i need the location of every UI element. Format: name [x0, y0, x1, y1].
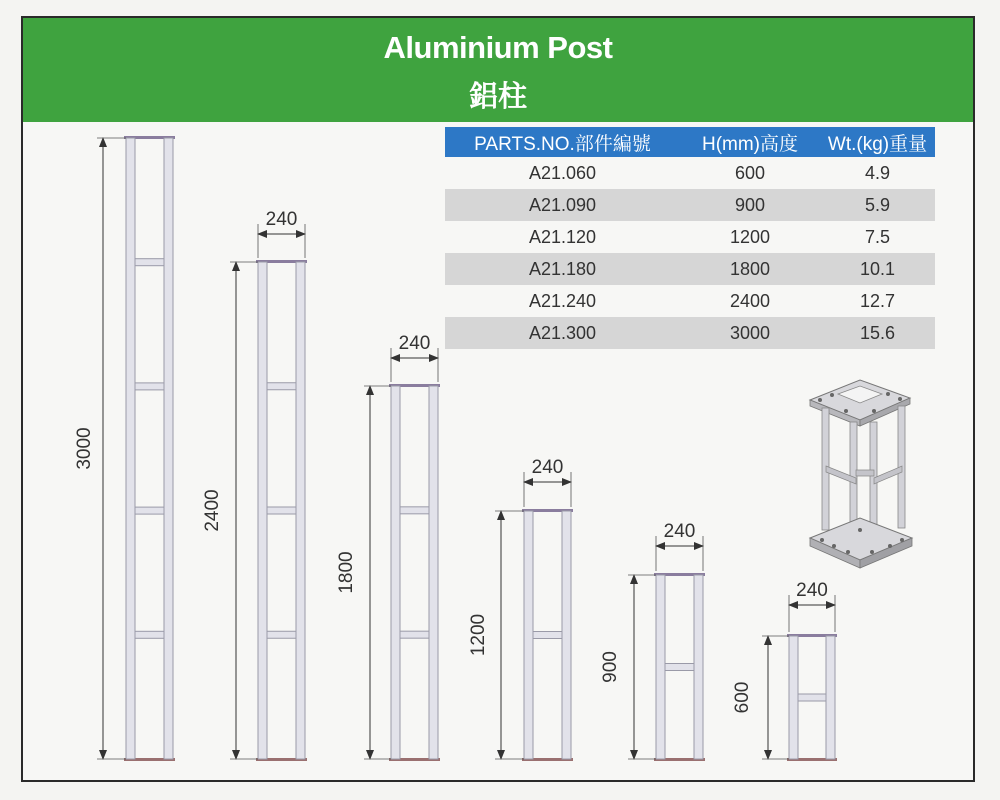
iso-cross-bar [856, 470, 874, 476]
post-upright [258, 262, 267, 759]
post-cross-bar [267, 507, 296, 514]
iso-bolt-hole [886, 392, 890, 396]
iso-bolt-hole [888, 544, 892, 548]
height-label: 1800 [336, 551, 357, 594]
post-cross-bar [533, 632, 562, 639]
iso-bolt-hole [858, 528, 862, 532]
post-cross-bar [665, 664, 694, 671]
iso-bolt-hole [872, 409, 876, 413]
iso-bolt-hole [846, 550, 850, 554]
post-upright [694, 575, 703, 759]
height-cell: 900 [680, 189, 820, 221]
iso-bolt-hole [830, 393, 834, 397]
post-cross-bar [135, 507, 164, 514]
iso-bolt-hole [898, 397, 902, 401]
post-cross-bar [400, 631, 429, 638]
post-upright [562, 511, 571, 759]
weight-cell: 12.7 [859, 290, 896, 311]
part-number-cell: A21.090 [445, 189, 680, 221]
post-cross-bar [267, 631, 296, 638]
height-label: 900 [600, 651, 621, 683]
weight-cell: 15.6 [820, 317, 935, 349]
post-upright [296, 262, 305, 759]
iso-bolt-hole [820, 538, 824, 542]
post-1 [74, 136, 175, 761]
part-number-cell: A21.300 [445, 317, 680, 349]
post-upright [126, 138, 135, 759]
iso-bolt-hole [832, 544, 836, 548]
height-cell: 3000 [680, 317, 820, 349]
iso-bolt-hole [900, 538, 904, 542]
post-upright [429, 386, 438, 759]
post-4 [468, 457, 573, 761]
post-6 [732, 580, 837, 761]
weight-cell: 7.5 [864, 226, 891, 247]
post-upright [391, 386, 400, 759]
height-cell: 1800 [680, 253, 820, 285]
post-cross-bar [135, 259, 164, 266]
iso-bolt-hole [818, 398, 822, 402]
width-label: 240 [398, 333, 431, 354]
post-upright [789, 636, 798, 759]
post-cross-bar [400, 507, 429, 514]
width-label: 240 [796, 580, 828, 601]
iso-bolt-hole [870, 550, 874, 554]
weight-cell: 5.9 [820, 189, 935, 221]
height-cell: 1200 [729, 226, 771, 247]
header-height: H(mm)高度 [680, 127, 820, 157]
header-weight: Wt.(kg)重量 [820, 127, 935, 157]
width-label: 240 [531, 457, 564, 478]
part-number-cell: A21.060 [528, 162, 597, 183]
post-cross-bar [135, 631, 164, 638]
post-upright [164, 138, 173, 759]
post-cross-bar [798, 694, 826, 701]
post-isometric-illustration [810, 380, 912, 568]
post-cross-bar [267, 383, 296, 390]
post-5 [600, 521, 705, 761]
width-label: 240 [663, 521, 696, 542]
post-2 [202, 209, 307, 761]
part-number-cell: A21.240 [528, 290, 597, 311]
iso-bolt-hole [844, 409, 848, 413]
post-upright [656, 575, 665, 759]
post-upright [826, 636, 835, 759]
height-label: 1200 [468, 613, 489, 657]
weight-cell: 10.1 [820, 253, 935, 285]
post-cross-bar [135, 383, 164, 390]
height-label: 600 [732, 681, 753, 714]
height-label: 3000 [74, 427, 95, 470]
height-cell: 2400 [729, 290, 771, 311]
post-upright [524, 511, 533, 759]
part-number-cell: A21.180 [445, 253, 680, 285]
title-chinese: 鋁柱 [468, 81, 527, 113]
post-3 [336, 333, 440, 761]
width-label: 240 [265, 209, 298, 230]
weight-cell: 4.9 [864, 162, 891, 183]
height-cell: 600 [734, 162, 766, 183]
height-label: 2400 [202, 489, 223, 532]
title-english: Aluminium Post [383, 30, 613, 65]
part-number-cell: A21.120 [528, 226, 597, 247]
header-part-number: PARTS.NO.部件編號 [445, 127, 680, 157]
